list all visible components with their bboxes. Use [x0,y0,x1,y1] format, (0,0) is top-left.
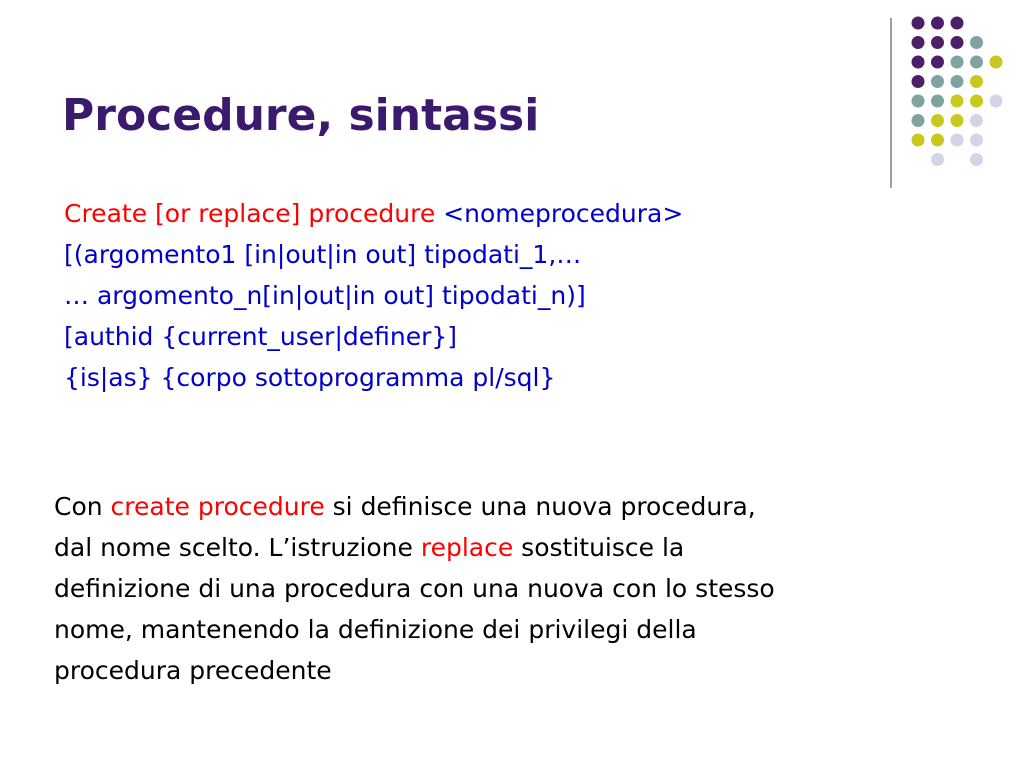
decorative-dot [970,75,983,88]
decorative-dot [912,134,925,147]
decorative-dot [970,36,983,49]
decorative-dot [951,95,964,108]
decorative-dot [912,56,925,69]
decorative-dot [912,95,925,108]
description-text: Con [54,492,111,521]
decorative-dot [970,56,983,69]
syntax-line-5: {is|as} {corpo sottoprogramma pl/sql} [64,363,556,392]
decorative-dot [931,134,944,147]
decorative-dot [931,17,944,30]
decorative-dot [970,95,983,108]
decorative-dot [990,56,1003,69]
decorative-dot [951,17,964,30]
description-line-3: definizione di una procedura con una nuova con lo stesso [54,574,775,603]
decorative-dot [931,114,944,127]
decorative-dot [912,75,925,88]
decorative-dot [912,36,925,49]
decorative-dot [951,56,964,69]
slide-title: Procedure, sintassi [62,90,540,141]
description-paragraph [54,486,954,691]
decorative-dot [990,95,1003,108]
decorative-dot [912,114,925,127]
description-highlight: create procedure [110,492,325,521]
decorative-dot [931,153,944,166]
decorative-dot [951,134,964,147]
decorative-dot [931,36,944,49]
decorative-dot [931,56,944,69]
decorative-dot [912,17,925,30]
syntax-block [64,193,683,398]
syntax-line-1 [64,193,683,234]
decorative-dot [970,153,983,166]
syntax-line-4: [authid {current_user|definer}] [64,322,458,351]
description-line-4: nome, mantenendo la definizione dei privilegi della [54,615,697,644]
decorative-dot [951,36,964,49]
decorative-dot [951,114,964,127]
decorative-dot [970,134,983,147]
description-line-2 [54,527,954,568]
description-text: si definisce una nuova procedura, [324,492,756,521]
description-highlight: replace [420,533,514,562]
decorative-dot [931,95,944,108]
syntax-line-2: [(argomento1 [in|out|in out] tipodati_1,… [64,240,582,269]
description-line-1 [54,486,954,527]
decorative-dot [931,75,944,88]
description-line-5: procedura precedente [54,656,332,685]
syntax-keyword: Create [or replace] procedure [64,199,436,228]
description-text: sostituisce la [513,533,685,562]
decorative-dot [951,75,964,88]
decorative-dot [970,114,983,127]
syntax-text: <nomeprocedura> [435,199,684,228]
description-text: dal nome scelto. L’istruzione [54,533,421,562]
syntax-line-3: … argomento_n[in|out|in out] tipodati_n)] [64,281,586,310]
